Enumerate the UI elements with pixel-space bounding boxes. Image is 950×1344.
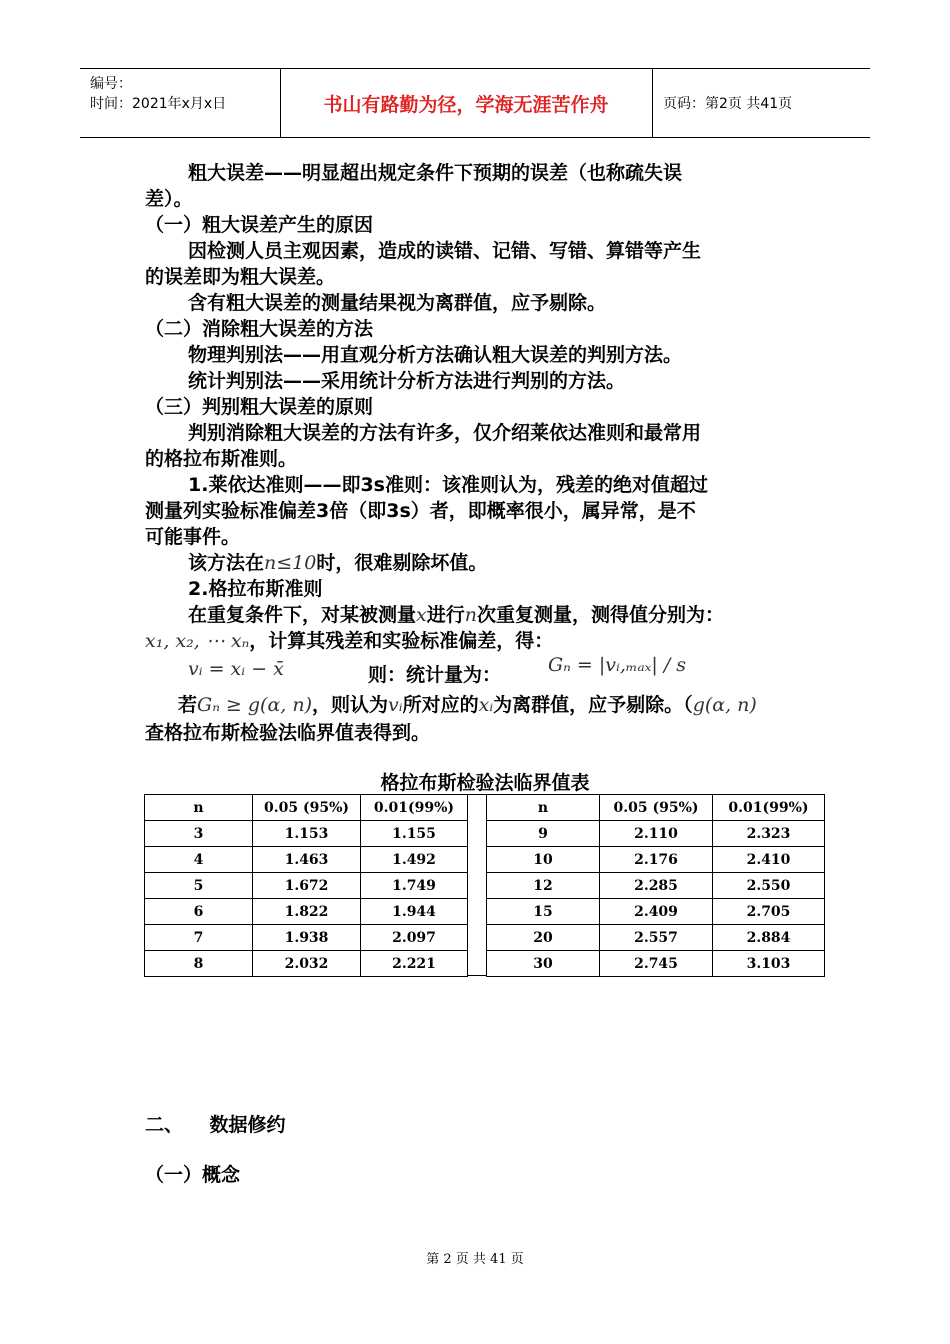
time-label: 时间：2021年x月x日 bbox=[90, 96, 227, 112]
paragraph-10 bbox=[188, 602, 724, 628]
table-row bbox=[487, 951, 825, 977]
cell-n: 8 bbox=[145, 951, 253, 977]
cell-001: 2.705 bbox=[713, 899, 825, 925]
p8-post: 时，很难剔除坏值。 bbox=[316, 552, 488, 574]
motto-text: 书山有路勤为径，学海无涯苦作舟 bbox=[323, 93, 609, 116]
cell-005: 1.822 bbox=[253, 899, 361, 925]
cell-005: 2.032 bbox=[253, 951, 361, 977]
p10-n: n bbox=[464, 604, 477, 626]
cell-005: 2.745 bbox=[600, 951, 713, 977]
p12-math2: g(α, n) bbox=[692, 694, 757, 716]
cell-n: 9 bbox=[487, 821, 600, 847]
cell-005: 2.557 bbox=[600, 925, 713, 951]
equation-label: 则：统计量为： bbox=[368, 664, 502, 686]
header-motto-cell bbox=[280, 69, 653, 137]
heading-method: （二）消除粗大误差的方法 bbox=[145, 318, 374, 340]
table-row bbox=[487, 899, 825, 925]
p10-x: x bbox=[416, 604, 427, 626]
cell-001: 1.944 bbox=[361, 899, 468, 925]
cell-n: 6 bbox=[145, 899, 253, 925]
table-row bbox=[145, 899, 468, 925]
cell-001: 1.492 bbox=[361, 847, 468, 873]
p12-v: vᵢ bbox=[388, 694, 403, 716]
paragraph-11 bbox=[145, 628, 553, 654]
header-001: 0.01(99%) bbox=[713, 795, 825, 821]
table-row bbox=[145, 821, 468, 847]
header-n: n bbox=[145, 795, 253, 821]
equation-grubbs bbox=[548, 652, 686, 678]
cell-001: 2.410 bbox=[713, 847, 825, 873]
p11-post: ，计算其残差和实验标准偏差，得： bbox=[249, 630, 554, 652]
cell-005: 1.938 bbox=[253, 925, 361, 951]
header-005: 0.05 (95%) bbox=[600, 795, 713, 821]
header-meta-cell bbox=[80, 69, 281, 137]
p12-x: xᵢ bbox=[478, 694, 494, 716]
cell-005: 1.153 bbox=[253, 821, 361, 847]
p12-mid3: 为离群值，应予剔除。（ bbox=[493, 694, 693, 716]
cell-n: 7 bbox=[145, 925, 253, 951]
cell-001: 3.103 bbox=[713, 951, 825, 977]
cell-005: 1.672 bbox=[253, 873, 361, 899]
paragraph-13: 查格拉布斯检验法临界值表得到。 bbox=[145, 722, 431, 744]
cell-n: 30 bbox=[487, 951, 600, 977]
paragraph-1a: 粗大误差——明显超出规定条件下预期的误差（也称疏失误 bbox=[188, 162, 683, 184]
paragraph-6b: 的格拉布斯准则。 bbox=[145, 448, 298, 470]
table-title: 格拉布斯检验法临界值表 bbox=[380, 772, 590, 794]
heading-cause: （一）粗大误差产生的原因 bbox=[145, 214, 374, 236]
cell-n: 20 bbox=[487, 925, 600, 951]
eq1: vᵢ = xᵢ − x̄ bbox=[188, 658, 284, 680]
cell-001: 2.323 bbox=[713, 821, 825, 847]
p12-math1: Gₙ ≥ g(α, n) bbox=[197, 694, 313, 716]
cell-001: 2.221 bbox=[361, 951, 468, 977]
paragraph-7c: 可能事件。 bbox=[145, 526, 241, 548]
cell-n: 4 bbox=[145, 847, 253, 873]
section-2-1-heading: （一）概念 bbox=[145, 1164, 241, 1186]
paragraph-3: 含有粗大误差的测量结果视为离群值，应予剔除。 bbox=[188, 292, 607, 314]
paragraph-9: 2.格拉布斯准则 bbox=[188, 578, 323, 600]
table-row bbox=[145, 925, 468, 951]
p8-pre: 该方法在 bbox=[188, 552, 265, 574]
cell-n: 3 bbox=[145, 821, 253, 847]
p12-mid2: 所对应的 bbox=[402, 694, 479, 716]
p10-pre: 在重复条件下，对某被测量 bbox=[188, 604, 417, 626]
table-row bbox=[145, 951, 468, 977]
cell-005: 2.409 bbox=[600, 899, 713, 925]
equation-residual bbox=[188, 656, 284, 682]
page-footer: 第 2 页 共 41 页 bbox=[426, 1252, 524, 1267]
p11-math: x₁, x₂, ⋯ xₙ bbox=[145, 630, 250, 652]
header-page-cell bbox=[653, 69, 870, 137]
cell-n: 5 bbox=[145, 873, 253, 899]
header-001: 0.01(99%) bbox=[361, 795, 468, 821]
paragraph-12 bbox=[178, 692, 757, 718]
cell-n: 10 bbox=[487, 847, 600, 873]
number-label: 编号： bbox=[90, 76, 132, 92]
p10-post: 次重复测量，测得值分别为： bbox=[477, 604, 725, 626]
paragraph-6a: 判别消除粗大误差的方法有许多，仅介绍莱依达准则和最常用 bbox=[188, 422, 702, 444]
cell-005: 1.463 bbox=[253, 847, 361, 873]
cell-005: 2.110 bbox=[600, 821, 713, 847]
cell-005: 2.176 bbox=[600, 847, 713, 873]
critical-value-table-left bbox=[144, 794, 468, 977]
table-header-row bbox=[487, 795, 825, 821]
table-gap bbox=[467, 794, 486, 976]
paragraph-2b: 的误差即为粗大误差。 bbox=[145, 266, 336, 288]
table-row bbox=[487, 925, 825, 951]
p12-pre: 若 bbox=[178, 694, 198, 716]
cell-001: 1.155 bbox=[361, 821, 468, 847]
table-row bbox=[487, 847, 825, 873]
header-n: n bbox=[487, 795, 600, 821]
paragraph-4: 物理判别法——用直观分析方法确认粗大误差的判别方法。 bbox=[188, 344, 683, 366]
section-2-heading: 二、 数据修约 bbox=[145, 1114, 286, 1136]
cell-n: 12 bbox=[487, 873, 600, 899]
page-header bbox=[80, 68, 870, 138]
critical-value-table-right bbox=[486, 794, 825, 977]
table-row bbox=[487, 821, 825, 847]
table-row bbox=[145, 847, 468, 873]
table-header-row bbox=[145, 795, 468, 821]
eq2: Gₙ = |vᵢ,ₘₐₓ| / s bbox=[548, 654, 687, 676]
p8-math: n≤10 bbox=[264, 552, 317, 574]
paragraph-1b: 差）。 bbox=[145, 188, 193, 210]
p10-mid: 进行 bbox=[426, 604, 465, 626]
cell-001: 2.097 bbox=[361, 925, 468, 951]
header-005: 0.05 (95%) bbox=[253, 795, 361, 821]
heading-principle: （三）判别粗大误差的原则 bbox=[145, 396, 374, 418]
cell-n: 15 bbox=[487, 899, 600, 925]
page-label: 页码：第2页 共41页 bbox=[663, 96, 793, 112]
p12-mid1: ，则认为 bbox=[312, 694, 389, 716]
paragraph-7b: 测量列实验标准偏差3倍（即3s）者，即概率很小，属异常，是不 bbox=[145, 500, 696, 522]
cell-001: 1.749 bbox=[361, 873, 468, 899]
paragraph-2a: 因检测人员主观因素，造成的读错、记错、写错、算错等产生 bbox=[188, 240, 702, 262]
paragraph-7a: 1.莱依达准则——即3s准则：该准则认为，残差的绝对值超过 bbox=[188, 474, 708, 496]
cell-001: 2.884 bbox=[713, 925, 825, 951]
cell-005: 2.285 bbox=[600, 873, 713, 899]
paragraph-8 bbox=[188, 550, 487, 576]
cell-001: 2.550 bbox=[713, 873, 825, 899]
table-row bbox=[145, 873, 468, 899]
table-row bbox=[487, 873, 825, 899]
paragraph-5: 统计判别法——采用统计分析方法进行判别的方法。 bbox=[188, 370, 626, 392]
